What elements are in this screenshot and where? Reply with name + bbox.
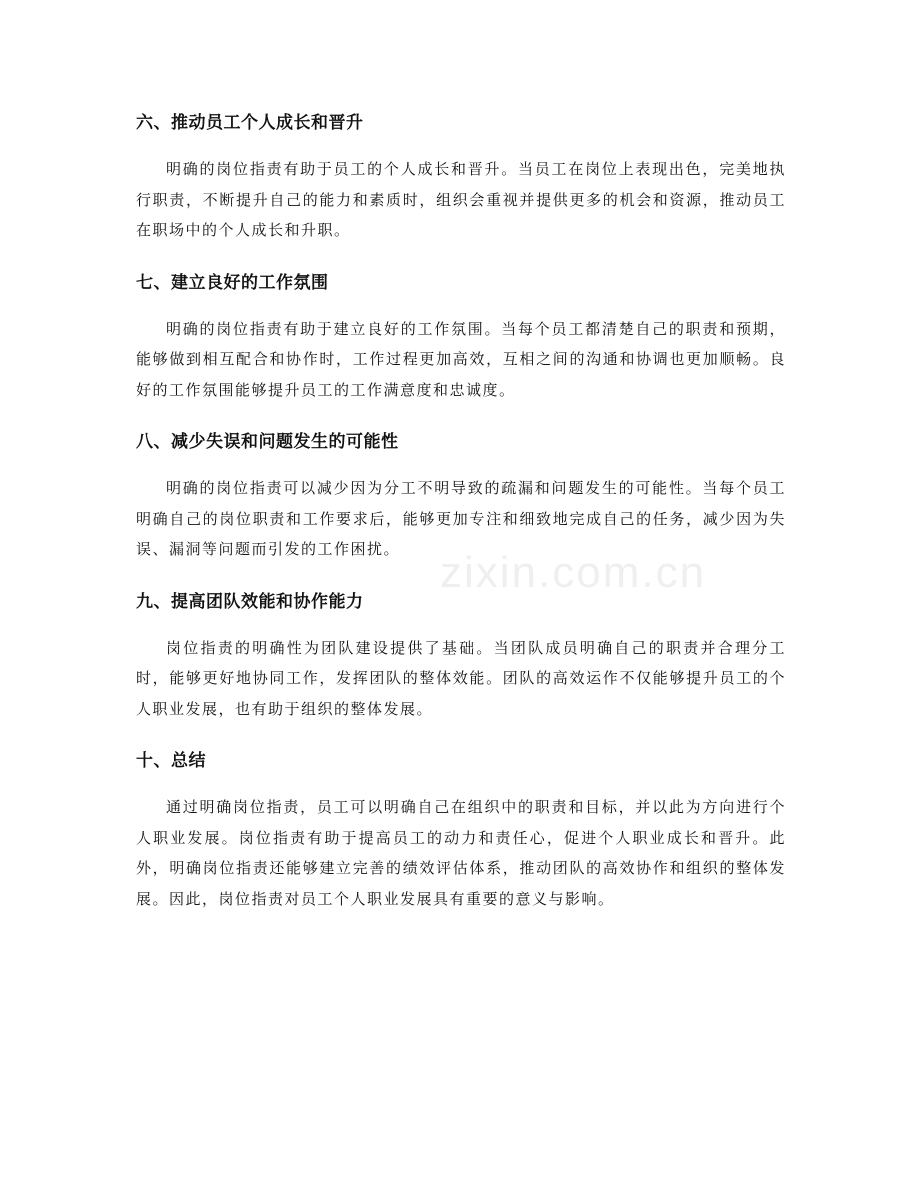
section-paragraph: 明确的岗位指责有助于员工的个人成长和晋升。当员工在岗位上表现出色，完美地执行职责，不断提升自己的能力和素质时，组织会重视并提供更多的机会和资源，推动员工在职场中的个人成长和升职。 (136, 160, 786, 239)
section-7 (136, 264, 786, 406)
section-heading: 十、总结 (136, 751, 206, 771)
section-6 (136, 104, 786, 246)
section-paragraph: 通过明确岗位指责，员工可以明确自己在组织中的职责和目标，并以此为方向进行个人职业发展。岗位指责有助于提高员工的动力和责任心，促进个人职业成长和晋升。此外，明确岗位指责还能够建立完善的绩效评估体系，推动团队的高效协作和组织的整体发展。因此，岗位指责对员工个人职业发展具有重要的意义与影响。 (136, 798, 786, 908)
section-10 (136, 742, 786, 914)
section-paragraph: 明确的岗位指责可以减少因为分工不明导致的疏漏和问题发生的可能性。当每个员工明确自己的岗位职责和工作要求后，能够更加专注和细致地完成自己的任务，减少因为失误、漏洞等问题而引发的工作困扰。 (136, 479, 786, 558)
section-paragraph: 明确的岗位指责有助于建立良好的工作氛围。当每个员工都清楚自己的职责和预期，能够做到相互配合和协作时，工作过程更加高效，互相之间的沟通和协调也更加顺畅。良好的工作氛围能够提升员工的工作满意度和忠诚度。 (136, 319, 786, 399)
section-heading: 八、减少失误和问题发生的可能性 (136, 432, 399, 452)
section-heading: 九、提高团队效能和协作能力 (136, 591, 364, 612)
section-8 (136, 423, 786, 565)
section-heading: 六、推动员工个人成长和晋升 (136, 113, 364, 133)
document-page (136, 104, 786, 932)
section-paragraph: 岗位指责的明确性为团队建设提供了基础。当团队成员明确自己的职责并合理分工时，能够更好地协同工作，发挥团队的整体效能。团队的高效运作不仅能够提升员工的个人职业发展，也有助于组织的整体发展。 (136, 638, 786, 718)
watermark: zixin.com.cn (440, 548, 707, 597)
section-9 (136, 583, 786, 725)
section-heading: 七、建立良好的工作氛围 (136, 272, 329, 293)
